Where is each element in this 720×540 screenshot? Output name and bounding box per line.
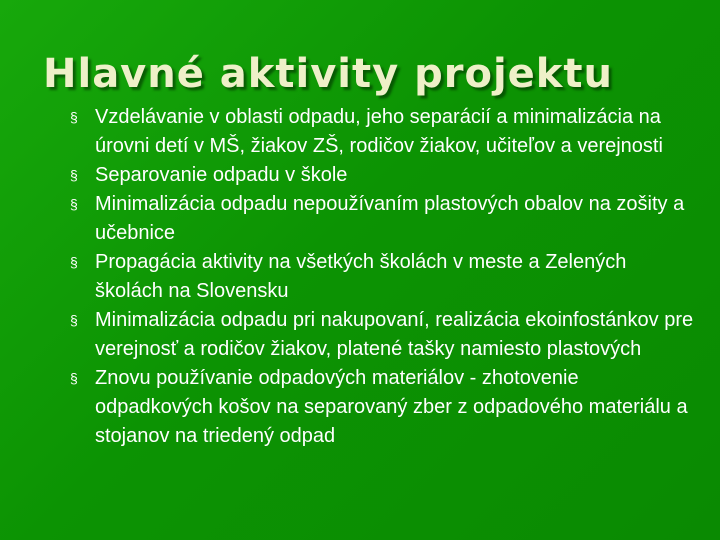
bullet-item	[70, 248, 695, 306]
bullet-item	[70, 364, 695, 451]
bullet-text: Minimalizácia odpadu pri nakupovaní, realizácia ekoinfostánkov pre verejnosť a rodičov žiakov, platené tašky namiesto plastových	[95, 309, 694, 360]
bullet-marker-icon: §	[70, 370, 78, 386]
slide-title: Hlavné aktivity projektu	[43, 51, 613, 97]
bullet-text: Vzdelávanie v oblasti odpadu, jeho separácií a minimalizácia na úrovni detí v MŠ, žiakov ZŠ, rodičov žiakov, učiteľov a verejnosti	[95, 106, 663, 157]
bullet-marker-icon: §	[70, 109, 78, 125]
bullet-item	[70, 103, 695, 161]
bullet-marker-icon: §	[70, 312, 78, 328]
bullet-text: Propagácia aktivity na všetkých školách v meste a Zelených školách na Slovensku	[95, 251, 627, 302]
bullet-text: Znovu používanie odpadových materiálov - zhotovenie odpadkových košov na separovaný zber z odpadového materiálu a stojanov na triedený odpad	[95, 367, 688, 447]
bullet-text: Separovanie odpadu v škole	[95, 164, 348, 186]
bullet-list	[70, 103, 695, 451]
bullet-marker-icon: §	[70, 254, 78, 270]
bullet-marker-icon: §	[70, 167, 78, 183]
bullet-text: Minimalizácia odpadu nepoužívaním plastových obalov na zošity a učebnice	[95, 193, 685, 244]
bullet-item	[70, 161, 695, 190]
bullet-item	[70, 306, 695, 364]
bullet-marker-icon: §	[70, 196, 78, 212]
bullet-item	[70, 190, 695, 248]
